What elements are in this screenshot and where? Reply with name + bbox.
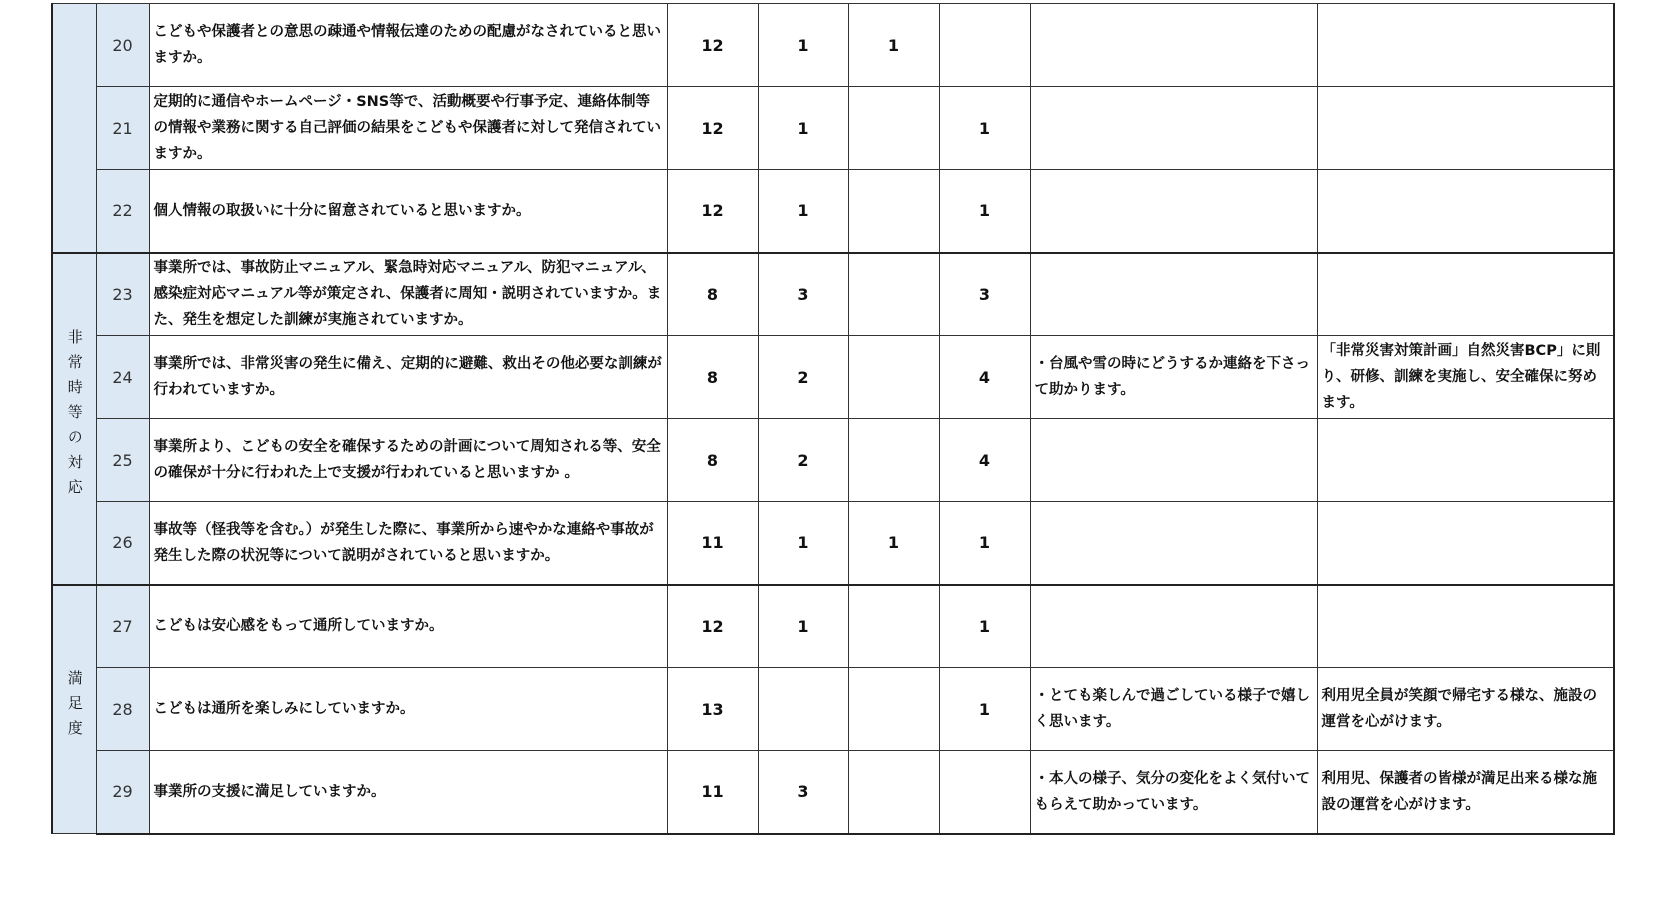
question-text: 個人情報の取扱いに十分に留意されていると思いますか。	[149, 170, 667, 253]
count-unknown: 3	[939, 253, 1030, 336]
table-row	[52, 668, 1614, 751]
count-unknown: 1	[939, 585, 1030, 668]
guardian-comment	[1030, 585, 1317, 668]
count-no: 1	[848, 4, 939, 87]
guardian-comment	[1030, 87, 1317, 170]
category-cell	[52, 4, 96, 253]
count-no	[848, 419, 939, 502]
question-number: 27	[96, 585, 149, 668]
category-label: 満足度	[65, 669, 84, 745]
question-number: 28	[96, 668, 149, 751]
question-number: 20	[96, 4, 149, 87]
question-text: 事業所では、非常災害の発生に備え、定期的に避難、救出その他必要な訓練が行われていますか。	[149, 336, 667, 419]
count-no: 1	[848, 502, 939, 585]
count-unknown: 1	[939, 502, 1030, 585]
facility-response	[1317, 170, 1614, 253]
facility-response: 利用児全員が笑顔で帰宅する様な、施設の運営を心がけます。	[1317, 668, 1614, 751]
question-number: 25	[96, 419, 149, 502]
guardian-comment	[1030, 419, 1317, 502]
count-yes: 13	[667, 668, 758, 751]
facility-response	[1317, 502, 1614, 585]
count-yes: 12	[667, 585, 758, 668]
count-yes: 8	[667, 336, 758, 419]
table-row	[52, 4, 1614, 87]
question-text: 事業所の支援に満足していますか。	[149, 751, 667, 834]
guardian-comment: ・とても楽しんで過ごしている様子で嬉しく思います。	[1030, 668, 1317, 751]
count-somewhat: 1	[758, 4, 848, 87]
count-somewhat: 3	[758, 751, 848, 834]
question-text: こどもは安心感をもって通所していますか。	[149, 585, 667, 668]
question-number: 23	[96, 253, 149, 336]
question-number: 22	[96, 170, 149, 253]
question-text: 事故等（怪我等を含む。）が発生した際に、事業所から速やかな連絡や事故が発生した際の状況等について説明がされていると思いますか。	[149, 502, 667, 585]
question-text: 事業所では、事故防止マニュアル、緊急時対応マニュアル、防犯マニュアル、感染症対応マニュアル等が策定され、保護者に周知・説明されていますか。また、発生を想定した訓練が実施されていますか。	[149, 253, 667, 336]
count-somewhat: 2	[758, 419, 848, 502]
count-unknown: 4	[939, 336, 1030, 419]
facility-response	[1317, 419, 1614, 502]
table-row	[52, 336, 1614, 419]
facility-response	[1317, 4, 1614, 87]
table-row	[52, 253, 1614, 336]
count-somewhat: 1	[758, 585, 848, 668]
question-number: 29	[96, 751, 149, 834]
table-row	[52, 751, 1614, 834]
count-no	[848, 668, 939, 751]
count-unknown: 1	[939, 668, 1030, 751]
table-row	[52, 170, 1614, 253]
table-row	[52, 585, 1614, 668]
table-body	[52, 4, 1614, 834]
count-somewhat: 1	[758, 87, 848, 170]
count-somewhat: 2	[758, 336, 848, 419]
count-unknown	[939, 4, 1030, 87]
survey-table	[51, 3, 1615, 835]
count-no	[848, 253, 939, 336]
table-row	[52, 502, 1614, 585]
question-text: こどもは通所を楽しみにしていますか。	[149, 668, 667, 751]
question-text: こどもや保護者との意思の疎通や情報伝達のための配慮がなされていると思いますか。	[149, 4, 667, 87]
guardian-comment	[1030, 4, 1317, 87]
count-no	[848, 336, 939, 419]
count-no	[848, 170, 939, 253]
facility-response	[1317, 253, 1614, 336]
guardian-comment	[1030, 502, 1317, 585]
count-no	[848, 87, 939, 170]
facility-response	[1317, 585, 1614, 668]
count-yes: 12	[667, 87, 758, 170]
category-cell	[52, 253, 96, 585]
facility-response: 利用児、保護者の皆様が満足出来る様な施設の運営を心がけます。	[1317, 751, 1614, 834]
guardian-comment: ・台風や雪の時にどうするか連絡を下さって助かります。	[1030, 336, 1317, 419]
count-yes: 12	[667, 170, 758, 253]
guardian-comment	[1030, 170, 1317, 253]
category-label: 非常時等の対応	[65, 329, 84, 504]
question-text: 定期的に通信やホームページ・SNS等で、活動概要や行事予定、連絡体制等の情報や業務に関する自己評価の結果をこどもや保護者に対して発信されていますか。	[149, 87, 667, 170]
question-number: 21	[96, 87, 149, 170]
count-somewhat: 1	[758, 170, 848, 253]
count-yes: 8	[667, 253, 758, 336]
guardian-comment: ・本人の様子、気分の変化をよく気付いてもらえて助かっています。	[1030, 751, 1317, 834]
count-somewhat: 3	[758, 253, 848, 336]
facility-response: 「非常災害対策計画」自然災害BCP」に則り、研修、訓練を実施し、安全確保に努めます。	[1317, 336, 1614, 419]
question-number: 24	[96, 336, 149, 419]
count-unknown: 1	[939, 170, 1030, 253]
guardian-comment	[1030, 253, 1317, 336]
question-number: 26	[96, 502, 149, 585]
count-no	[848, 585, 939, 668]
count-yes: 11	[667, 751, 758, 834]
table-row	[52, 87, 1614, 170]
category-cell	[52, 585, 96, 834]
count-yes: 12	[667, 4, 758, 87]
count-somewhat: 1	[758, 502, 848, 585]
count-yes: 8	[667, 419, 758, 502]
table-row	[52, 419, 1614, 502]
question-text: 事業所より、こどもの安全を確保するための計画について周知される等、安全の確保が十分に行われた上で支援が行われていると思いますか 。	[149, 419, 667, 502]
count-unknown: 4	[939, 419, 1030, 502]
count-somewhat	[758, 668, 848, 751]
count-no	[848, 751, 939, 834]
count-unknown	[939, 751, 1030, 834]
facility-response	[1317, 87, 1614, 170]
count-yes: 11	[667, 502, 758, 585]
count-unknown: 1	[939, 87, 1030, 170]
